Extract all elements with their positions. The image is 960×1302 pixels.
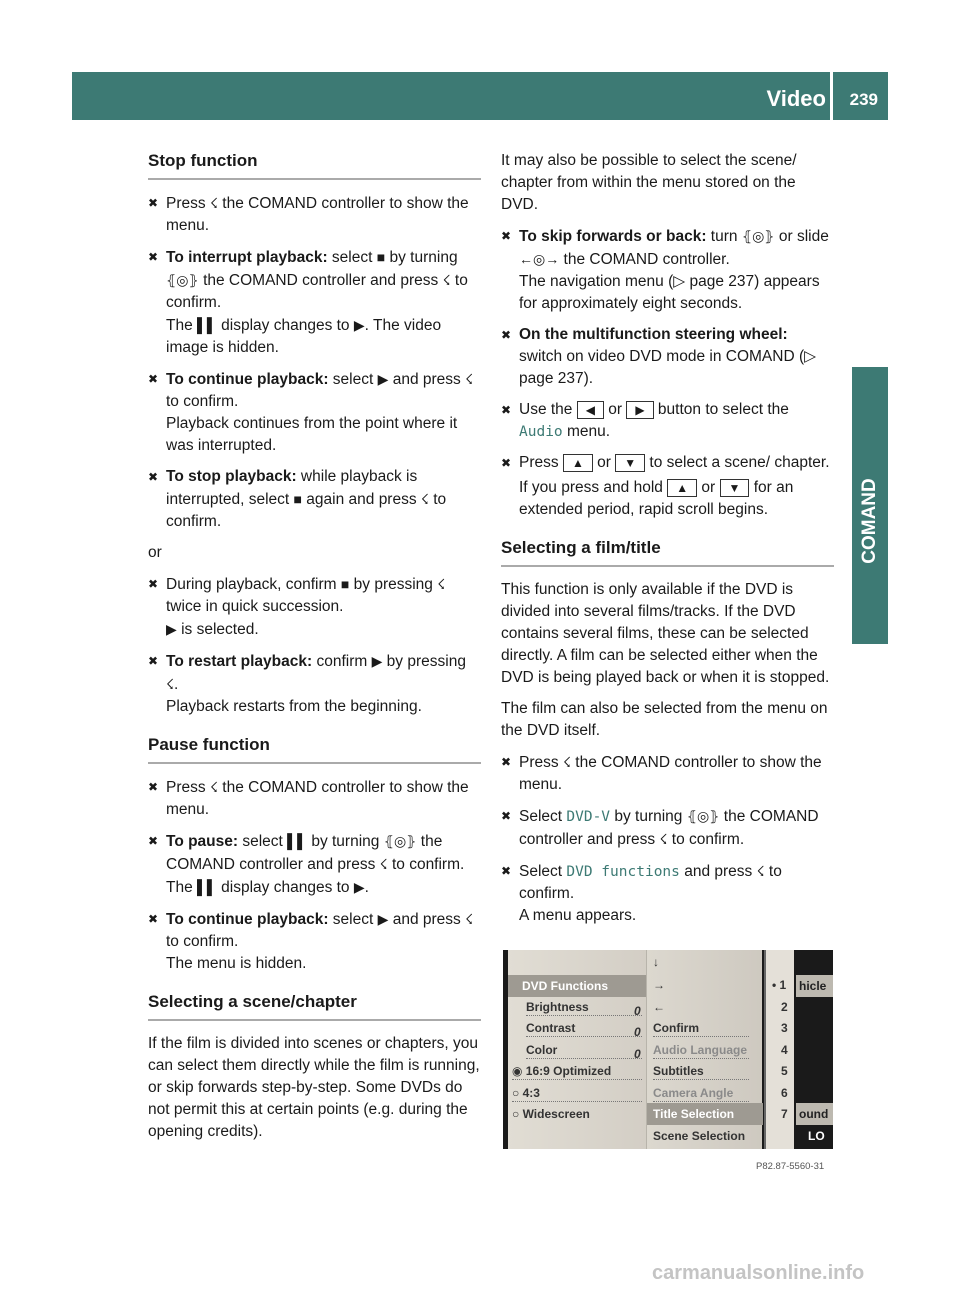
left-column xyxy=(148,150,481,1152)
menu-item: Contrast xyxy=(526,1021,642,1037)
intro-paragraph: It may also be possible to select the scene/ chapter from within the menu stored on the DVD. xyxy=(501,152,797,213)
scene-paragraph: If the film is divided into scenes or chapters, you can select them directly while the film is running, or skip forwards step-by-step. Some DVDs do not permit this at certain points (e.g. during the opening credits). xyxy=(148,1035,480,1140)
press-icon: ☇ xyxy=(562,754,571,770)
menu-item: Color xyxy=(526,1043,642,1059)
turn-icon: ⦃◎⦄ xyxy=(686,808,720,824)
pause-icon: ▌▌ xyxy=(287,833,308,849)
step-arrow-icon: ✖ xyxy=(148,196,159,210)
dvd-menu-screenshot xyxy=(503,950,833,1149)
step-item: ✖ Press ☇ the COMAND controller to show the menu. xyxy=(148,192,481,237)
menu-value: 0 xyxy=(634,1047,641,1061)
step-arrow-icon: ✖ xyxy=(501,809,512,823)
menu-item: Audio Language xyxy=(653,1043,747,1057)
play-icon: ▶ xyxy=(377,371,389,387)
step-arrow-icon: ✖ xyxy=(501,456,512,470)
step-item: ✖ To stop playback: while playback is interrupted, select ■ again and press ☇ to confirm. xyxy=(148,468,447,530)
down-key-icon: ▼ xyxy=(615,454,645,472)
number-item: • 1 xyxy=(772,978,787,992)
left-key-icon: ◀ xyxy=(577,401,604,419)
step-item: ✖ Press ☇ the COMAND controller to show the menu. xyxy=(148,776,481,821)
step-arrow-icon: ✖ xyxy=(148,470,159,484)
step-item: ✖ Select DVD-V by turning ⦃◎⦄ the COMAND controller and press ☇ to confirm. xyxy=(501,805,834,851)
step-item: ✖ To skip forwards or back: turn ⦃◎⦄ or slide ←◎→ the COMAND controller. The navigation menu (▷ page 237) appears for approximately eight seconds. xyxy=(501,225,834,315)
press-icon: ☇ xyxy=(659,831,668,847)
page-header xyxy=(72,72,888,120)
press-icon: ☇ xyxy=(442,272,451,288)
press-icon: ☇ xyxy=(420,491,429,507)
menu-item: DVD Functions xyxy=(522,979,608,993)
menu-item: Title Selection xyxy=(653,1107,735,1121)
step-item: ✖ To interrupt playback: select ■ by turning ⦃◎⦄ the COMAND controller and press ☇ to confirm. The ▌▌ display changes to ▶. The video image is hidden. xyxy=(148,246,481,359)
step-item: ✖ On the multifunction steering wheel: switch on video DVD mode in COMAND (▷ page 237). xyxy=(501,326,817,387)
step-arrow-icon: ✖ xyxy=(148,780,159,794)
film-heading: Selecting a film/title xyxy=(501,537,834,567)
right-arrow-icon: → xyxy=(653,978,665,992)
slide-icon: ←◎→ xyxy=(519,251,560,267)
step-arrow-icon: ✖ xyxy=(501,403,512,417)
right-column xyxy=(501,150,834,936)
header-divider xyxy=(830,72,833,120)
turn-icon: ⦃◎⦄ xyxy=(741,228,775,244)
play-icon: ▶ xyxy=(166,621,177,637)
dvd-functions-panel xyxy=(508,950,646,1149)
down-key-icon: ▼ xyxy=(720,479,750,497)
press-icon: ☇ xyxy=(465,911,474,927)
film-paragraph-1: This function is only available if the DVD is divided into several films/tracks. If the DVD contains several films, these can be selected directly. A film can be selected either when the DVD is being played back or when it is stopped. xyxy=(501,581,830,686)
stop-function-heading: Stop function xyxy=(148,150,481,180)
menu-item: ○ 4:3 xyxy=(512,1086,642,1102)
step-item: ✖ Use the ◀ or ▶ button to select the Audio menu. xyxy=(501,401,789,440)
step-arrow-icon: ✖ xyxy=(501,864,512,878)
step-item: ✖ Select DVD functions and press ☇ to confirm. A menu appears. xyxy=(501,860,834,927)
press-icon: ☇ xyxy=(209,779,218,795)
dvd-functions-label: DVD functions xyxy=(566,864,680,880)
down-arrow-icon: ↓ xyxy=(653,955,659,969)
stop-icon: ■ xyxy=(293,491,302,507)
options-panel xyxy=(646,950,762,1149)
side-tab-label: COMAND xyxy=(859,478,880,564)
step-item: ✖ During playback, confirm ■ by pressing ☇ twice in quick succession. ▶ is selected. xyxy=(148,573,481,641)
menu-item: Camera Angle xyxy=(653,1086,749,1102)
highlight-bar xyxy=(508,975,646,997)
number-item: 6 xyxy=(781,1086,788,1100)
highlight-bar xyxy=(796,1103,833,1125)
press-icon: ☇ xyxy=(166,676,175,692)
step-item: ✖ To restart playback: confirm ▶ by pressing ☇. Playback restarts from the beginning. xyxy=(148,650,481,718)
page-number: 239 xyxy=(849,90,878,109)
step-arrow-icon: ✖ xyxy=(148,834,159,848)
step-item: ✖ Press ▲ or ▼ to select a scene/ chapter. If you press and hold ▲ or ▼ for an extended period, rapid scroll begins. xyxy=(501,454,830,518)
step-item: ✖ To pause: select ▌▌ by turning ⦃◎⦄ the COMAND controller and press ☇ to confirm. The ▌▌ display changes to ▶. xyxy=(148,830,481,899)
step-item: ✖ Press ☇ the COMAND controller to show the menu. xyxy=(501,751,834,796)
highlight-bar xyxy=(647,1103,763,1125)
menu-item: ○ Widescreen xyxy=(512,1107,590,1121)
number-item: 5 xyxy=(781,1064,788,1078)
menu-item: Brightness xyxy=(526,1000,642,1016)
background-menu xyxy=(796,950,833,1149)
menu-item: LO xyxy=(808,1129,825,1143)
step-arrow-icon: ✖ xyxy=(148,577,159,591)
play-icon: ▶ xyxy=(377,911,389,927)
number-item: 3 xyxy=(781,1021,788,1035)
menu-item: Scene Selection xyxy=(653,1129,746,1143)
up-key-icon: ▲ xyxy=(563,454,593,472)
figure-caption: P82.87-5560-31 xyxy=(756,1161,825,1172)
play-icon: ▶ xyxy=(371,653,383,669)
number-item: 2 xyxy=(781,1000,788,1014)
step-arrow-icon: ✖ xyxy=(148,654,159,668)
side-tab-marker xyxy=(852,367,888,419)
stop-icon: ■ xyxy=(340,576,350,592)
section-title: Video xyxy=(766,86,826,111)
play-icon: ▶ xyxy=(353,879,365,895)
up-key-icon: ▲ xyxy=(667,479,697,497)
step-item: ✖ To continue playback: select ▶ and press ☇ to confirm. The menu is hidden. xyxy=(148,908,481,975)
or-text: or xyxy=(148,544,162,561)
turn-icon: ⦃◎⦄ xyxy=(383,833,417,849)
dvd-v-label: DVD-V xyxy=(566,809,611,825)
scene-heading: Selecting a scene/chapter xyxy=(148,991,481,1021)
watermark: carmanualsonline.info xyxy=(652,1262,865,1284)
right-key-icon: ▶ xyxy=(626,401,653,419)
menu-item: ound xyxy=(799,1107,829,1121)
highlight-bar xyxy=(796,975,833,997)
press-icon: ☇ xyxy=(379,856,388,872)
pause-function-heading: Pause function xyxy=(148,734,481,764)
step-arrow-icon: ✖ xyxy=(148,250,159,264)
press-icon: ☇ xyxy=(209,195,218,211)
step-arrow-icon: ✖ xyxy=(501,229,512,243)
pause-icon: ▌▌ xyxy=(197,879,217,895)
menu-item: ◉ 16:9 Optimized xyxy=(512,1064,642,1080)
number-item: 4 xyxy=(781,1043,788,1057)
stop-icon: ■ xyxy=(376,249,386,265)
press-icon: ☇ xyxy=(756,863,765,879)
play-icon: ▶ xyxy=(353,317,365,333)
press-icon: ☇ xyxy=(437,576,446,592)
pause-icon: ▌▌ xyxy=(197,317,217,333)
menu-item: hicle xyxy=(799,979,827,993)
film-paragraph-2: The film can also be selected from the menu on the DVD itself. xyxy=(501,700,828,739)
audio-menu-label: Audio xyxy=(519,424,563,440)
step-arrow-icon: ✖ xyxy=(501,328,512,342)
press-icon: ☇ xyxy=(465,371,474,387)
menu-item: Subtitles xyxy=(653,1064,749,1080)
left-arrow-icon: ← xyxy=(653,1000,665,1014)
menu-value: 0 xyxy=(634,1004,641,1018)
menu-value: 0 xyxy=(634,1025,641,1039)
step-arrow-icon: ✖ xyxy=(501,755,512,769)
number-item: 7 xyxy=(781,1107,788,1121)
number-column xyxy=(764,950,794,1149)
side-tab-label-wrap xyxy=(852,430,888,630)
step-item: ✖ To continue playback: select ▶ and press ☇ to confirm. Playback continues from the point where it was interrupted. xyxy=(148,368,481,457)
menu-item: Confirm xyxy=(653,1021,749,1037)
step-arrow-icon: ✖ xyxy=(148,372,159,386)
step-arrow-icon: ✖ xyxy=(148,912,159,926)
turn-icon: ⦃◎⦄ xyxy=(166,272,199,288)
